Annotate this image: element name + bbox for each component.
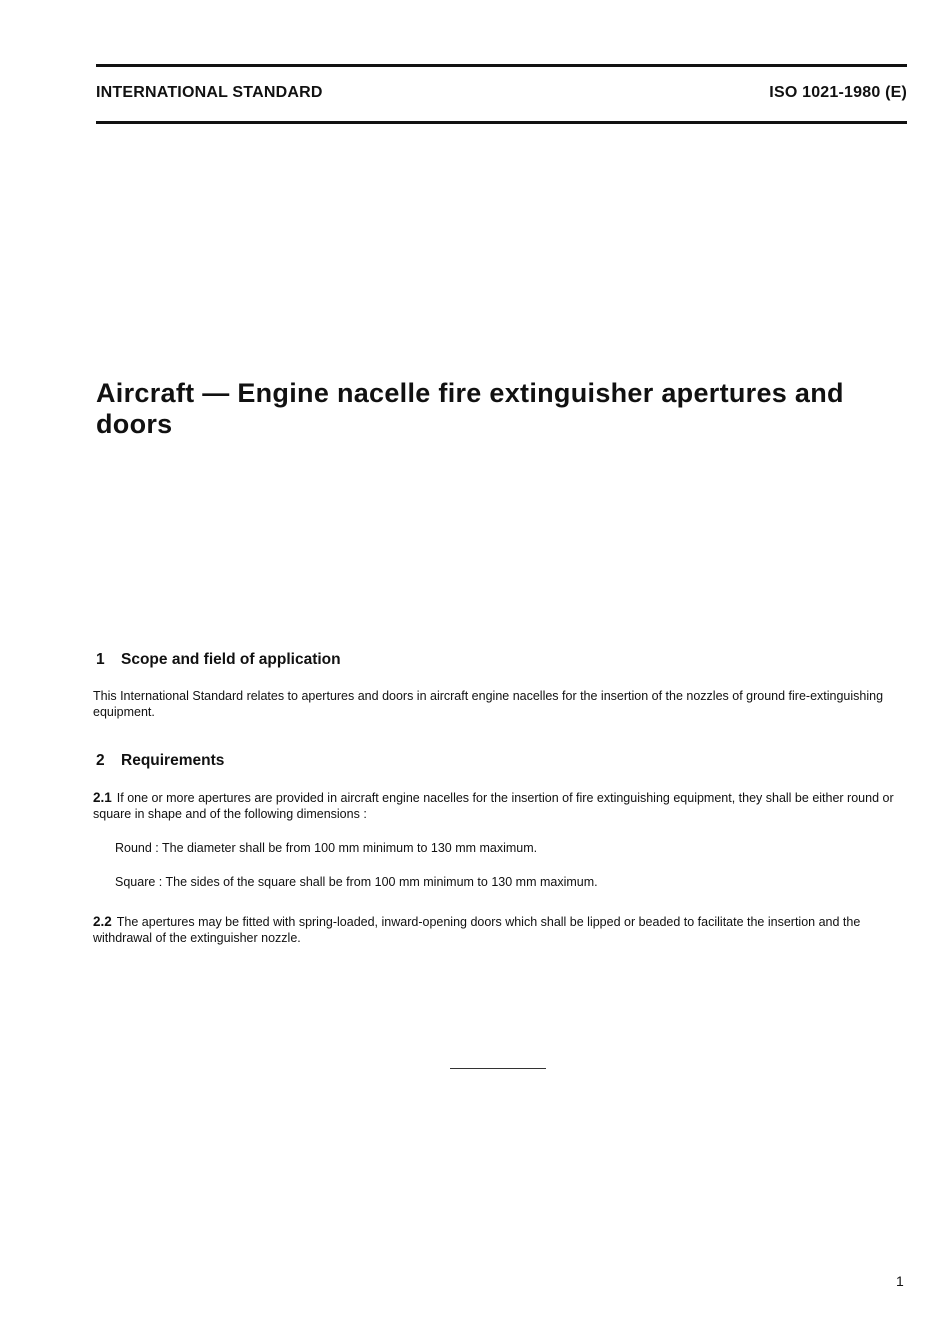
clause-text: The apertures may be fitted with spring-loaded, inward-opening doors which shall be lipped or beaded to facilitate the insertion and the withdrawal of the extinguisher nozzle. (93, 915, 861, 945)
section-heading-scope (96, 651, 341, 669)
end-of-text-rule (450, 1068, 546, 1069)
document-title: Aircraft — Engine nacelle fire extinguisher apertures and doors (96, 378, 844, 439)
header-top-rule (96, 64, 907, 67)
dimension-square: Square : The sides of the square shall be from 100 mm minimum to 130 mm maximum. (115, 875, 598, 889)
page-header (96, 84, 907, 106)
section-heading-requirements (96, 752, 224, 770)
scope-paragraph: This International Standard relates to apertures and doors in aircraft engine nacelles for the insertion of the nozzles of ground fire-extinguishing equipment. (93, 689, 884, 719)
section-number: 1 (96, 651, 105, 668)
header-standard-number: ISO 1021-1980 (E) (769, 84, 907, 101)
section-title: Scope and field of application (121, 651, 341, 668)
clause-2-1 (93, 790, 907, 822)
section-title: Requirements (121, 752, 225, 769)
dimension-round: Round : The diameter shall be from 100 mm minimum to 130 mm maximum. (115, 841, 538, 855)
clause-text: If one or more apertures are provided in aircraft engine nacelles for the insertion of fire extinguishing equipment, they shall be either round or square in shape and of the following dimensions : (93, 791, 894, 821)
page-number: 1 (896, 1273, 904, 1289)
header-document-type: INTERNATIONAL STANDARD (96, 84, 323, 101)
section-number: 2 (96, 752, 105, 769)
clause-2-2 (93, 914, 907, 946)
header-bottom-rule (96, 121, 907, 124)
clause-number: 2.1 (93, 790, 112, 805)
clause-number: 2.2 (93, 914, 112, 929)
